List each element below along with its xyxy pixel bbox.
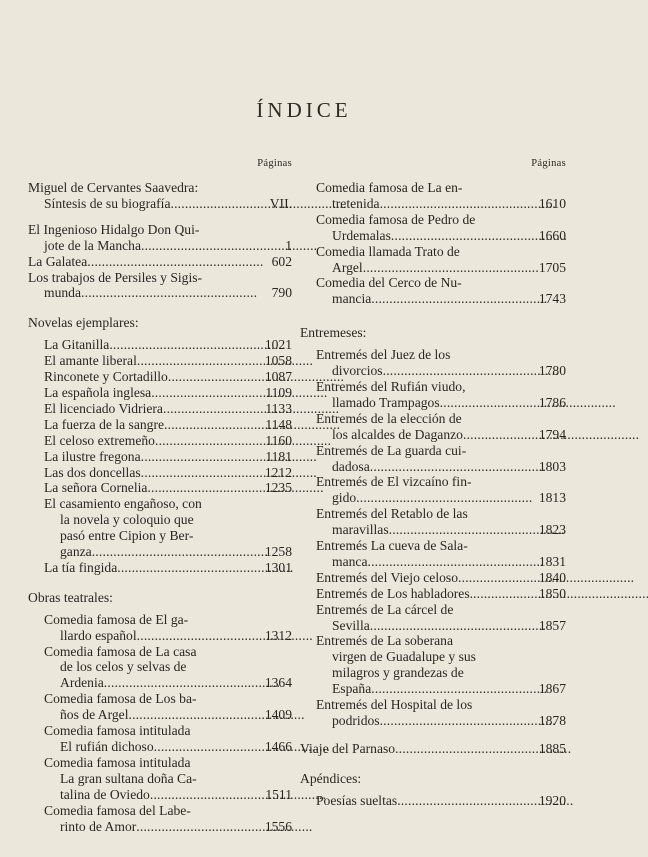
entry-text: Rinconete y Cortadillo <box>44 369 168 385</box>
toc-entry <box>316 697 566 729</box>
entry-text: Entremés del Juez de los <box>316 347 451 363</box>
page-number: 1148 <box>265 416 292 432</box>
toc-entry <box>44 691 292 723</box>
toc-entry <box>316 474 566 506</box>
entry-text: Entremés de La cárcel de <box>316 601 454 617</box>
page-number: 1794 <box>538 426 566 442</box>
dot-leader <box>151 385 260 401</box>
page-number: 1511 <box>265 786 292 802</box>
right-column <box>300 156 566 809</box>
entry-text: Viaje del Parnaso <box>300 740 396 756</box>
page-number: 1831 <box>538 553 566 569</box>
dot-leader <box>154 739 260 755</box>
dot-leader <box>367 554 534 570</box>
entry-text: Ardenia <box>60 675 104 691</box>
toc-entry <box>316 347 566 379</box>
toc-entry <box>316 180 566 212</box>
dot-leader <box>397 793 534 809</box>
page-number: 1660 <box>538 227 566 243</box>
toc-entry <box>316 244 566 276</box>
toc-entry <box>316 538 566 570</box>
dot-leader <box>463 427 534 443</box>
toc-entry <box>44 755 292 803</box>
entry-text: La Galatea <box>28 253 88 269</box>
entry-text: ganza <box>60 544 92 560</box>
dot-leader <box>109 337 260 353</box>
toc-entry <box>44 433 292 449</box>
toc-entry <box>316 633 566 697</box>
dot-leader <box>370 618 534 634</box>
toc-entry <box>44 612 292 644</box>
toc-entry <box>28 180 292 212</box>
dot-leader <box>81 285 260 301</box>
entry-text: Urdemalas <box>332 227 391 243</box>
entry-text: tretenida <box>332 195 380 211</box>
entry-text: Comedia famosa de Los ba- <box>44 691 197 707</box>
page-number: 790 <box>271 285 292 301</box>
toc-entry <box>316 570 566 586</box>
dot-leader <box>363 260 534 276</box>
entremeses-list <box>300 347 566 729</box>
novelas-list <box>28 337 292 576</box>
dot-leader <box>391 228 534 244</box>
dot-leader <box>168 369 260 385</box>
page-number: 1867 <box>538 681 566 697</box>
entry-text: los alcaldes de Daganzo <box>332 426 463 442</box>
entry-text: ños de Argel <box>60 707 129 723</box>
main-works-list <box>28 180 292 301</box>
dot-leader <box>440 395 534 411</box>
page-number: VII. <box>269 195 292 211</box>
page-number: 1109 <box>265 384 292 400</box>
entry-text: Los trabajos de Persiles y Sigis- <box>28 269 203 285</box>
dot-leader <box>155 433 260 449</box>
entry-text: La fuerza de la sangre <box>44 416 165 432</box>
toc-entry <box>28 222 292 254</box>
entry-text: maravillas <box>332 522 389 538</box>
toc-entry <box>44 417 292 433</box>
entry-text: virgen de Guadalupe y sus <box>332 649 476 665</box>
dot-leader <box>380 196 534 212</box>
dot-leader <box>92 544 260 560</box>
entry-text: El licenciado Vidriera <box>44 400 163 416</box>
toc-entry <box>28 270 292 302</box>
entry-text: rinto de Amor <box>60 818 137 834</box>
entry-text: La señora Cornelia <box>44 480 148 496</box>
page-number: 1813 <box>538 490 566 506</box>
entry-text: Miguel de Cervantes Saavedra: <box>28 180 199 195</box>
obras-list <box>28 612 292 835</box>
page-number: 1058 <box>264 353 292 369</box>
entry-text: llardo español <box>60 627 137 643</box>
entry-text: jote de la Mancha <box>44 237 142 253</box>
toc-entry <box>44 803 292 835</box>
dot-leader <box>141 238 260 254</box>
page-number: 1556 <box>264 818 292 834</box>
entry-text: Entremés de La soberana <box>316 633 454 649</box>
entry-text: Comedia famosa del Labe- <box>44 802 191 818</box>
dot-leader <box>87 254 260 270</box>
toc-entry <box>316 602 566 634</box>
page-number: 1878 <box>538 713 566 728</box>
toc-entry <box>44 723 292 755</box>
page-number: 1160 <box>265 432 292 448</box>
page-number: 1850 <box>538 585 566 601</box>
page-number: 1181 <box>265 448 292 464</box>
entry-text: Comedia famosa de El ga- <box>44 611 189 627</box>
comedias-list <box>300 180 566 307</box>
page-number: 1705 <box>538 259 566 275</box>
entry-text: Entremés de El vizcaíno fin- <box>316 474 472 490</box>
page-number: 1087 <box>264 369 292 385</box>
page-title: ÍNDICE <box>256 98 352 122</box>
toc-entry <box>316 506 566 538</box>
page-number: 1885 <box>538 740 566 756</box>
page-number: 1857 <box>538 617 566 633</box>
entry-text: Comedia del Cerco de Nu- <box>316 275 462 291</box>
entry-text: munda <box>44 285 81 301</box>
entry-text: Entremés del Hospital de los <box>316 697 473 713</box>
page-number: 1610 <box>538 195 566 211</box>
dot-leader <box>389 522 534 538</box>
viaje-entry <box>300 741 566 757</box>
toc-entry <box>44 644 292 692</box>
entry-text: Entremés de La guarda cui- <box>316 442 467 458</box>
entry-text: La Gitanilla <box>44 337 110 353</box>
entry-text: de los celos y selvas de <box>60 659 187 675</box>
entry-text: la novela y coloquio que <box>60 512 194 528</box>
dot-leader <box>371 681 534 697</box>
page-number: 1780 <box>538 363 566 379</box>
dot-leader <box>147 480 260 496</box>
section-heading-novelas: Novelas ejemplares: <box>28 315 139 331</box>
entry-text: Entremés de la elección de <box>316 410 462 426</box>
dot-leader <box>117 560 260 576</box>
toc-entry <box>316 275 566 307</box>
entry-text: España <box>332 681 372 697</box>
page-number: 1021 <box>264 337 292 353</box>
toc-entry <box>28 254 292 270</box>
entry-text: talina de Oviedo <box>60 786 150 802</box>
page-number: 1466 <box>264 739 292 754</box>
toc-entry <box>44 480 292 496</box>
page-number: 1212 <box>264 464 292 480</box>
toc-entry <box>44 385 292 401</box>
dot-leader <box>137 353 260 369</box>
entry-text: Comedia famosa intitulada <box>44 754 191 770</box>
page-number: 1840 <box>538 569 566 585</box>
entry-text: Síntesis de su biografía <box>44 195 171 211</box>
toc-entry <box>316 793 566 809</box>
page-number: 1 <box>285 237 292 253</box>
entry-text: El celoso extremeño <box>44 432 155 448</box>
entry-text: gido <box>332 490 357 506</box>
dot-leader <box>137 628 260 644</box>
dot-leader <box>356 490 534 506</box>
entry-text: Entremés de Los habladores. <box>316 585 474 601</box>
page-number: 602 <box>271 253 292 269</box>
dot-leader <box>163 401 260 417</box>
toc-entry <box>44 337 292 353</box>
entry-text: Argel <box>332 259 363 275</box>
page-number: 1743 <box>538 291 566 307</box>
entry-text: Sevilla <box>332 617 370 633</box>
dot-leader <box>380 713 534 729</box>
dot-leader <box>128 707 260 723</box>
entry-text: Entremés del Rufián viudo, <box>316 378 466 394</box>
toc-entry <box>44 465 292 481</box>
entry-text: pasó entre Cipion y Ber- <box>60 528 194 544</box>
dot-leader <box>136 819 260 835</box>
entry-text: dadosa <box>332 458 370 474</box>
entry-text: La gran sultana doña Ca- <box>60 770 197 786</box>
toc-entry <box>316 379 566 411</box>
page-number: 1803 <box>538 458 566 474</box>
apendices-list <box>300 793 566 809</box>
entry-text: El rufián dichoso <box>60 739 154 754</box>
entry-text: podridos <box>332 713 380 728</box>
entry-text: llamado Trampagos <box>332 394 440 410</box>
left-column <box>28 156 292 834</box>
toc-entry <box>44 353 292 369</box>
entry-text: Comedia llamada Trato de <box>316 243 460 259</box>
dot-leader <box>473 586 534 602</box>
page-number: 1920 <box>538 792 566 808</box>
page-number: 1786 <box>538 394 566 410</box>
page-number: 1133 <box>265 400 292 416</box>
toc-entry <box>316 212 566 244</box>
dot-leader <box>141 449 260 465</box>
section-heading-entremeses: Entremeses: <box>300 325 367 341</box>
entry-text: Entremés La cueva de Sala- <box>316 538 468 554</box>
section-heading-apendices: Apéndices: <box>300 770 362 786</box>
section-heading-obras: Obras teatrales: <box>28 589 113 605</box>
toc-entry <box>300 741 566 757</box>
toc-entry <box>44 369 292 385</box>
entry-text: Entremés del Retablo de las <box>316 506 468 522</box>
entry-text: Comedia famosa de La en- <box>316 180 463 195</box>
dot-leader <box>150 787 260 803</box>
entry-text: Poesías sueltas <box>316 792 398 808</box>
pages-column-header: Páginas <box>531 158 566 169</box>
toc-entry <box>44 401 292 417</box>
page-number: 1364 <box>264 675 292 691</box>
toc-entry <box>44 560 292 576</box>
toc-entry <box>44 496 292 560</box>
entry-text: El amante liberal <box>44 353 137 369</box>
page-number: 1312 <box>264 627 292 643</box>
dot-leader <box>141 465 260 481</box>
toc-entry <box>316 411 566 443</box>
dot-leader <box>170 196 260 212</box>
entry-text: El Ingenioso Hidalgo Don Qui- <box>28 221 200 237</box>
dot-leader <box>371 291 534 307</box>
dot-leader <box>458 570 534 586</box>
entry-text: La tía fingida <box>44 559 118 575</box>
toc-entry <box>316 586 566 602</box>
toc-entry <box>44 449 292 465</box>
dot-leader <box>164 417 260 433</box>
page-number: 1258 <box>264 544 292 560</box>
entry-text: milagros y grandezas de <box>332 665 464 681</box>
entry-text: Comedia famosa de Pedro de <box>316 211 476 227</box>
entry-text: divorcios <box>332 363 383 379</box>
page-number: 1235 <box>264 480 292 496</box>
dot-leader <box>395 741 534 757</box>
page-number: 1823 <box>538 522 566 538</box>
pages-column-header: Páginas <box>257 158 292 169</box>
entry-text: La española inglesa <box>44 384 152 400</box>
dot-leader <box>370 459 534 475</box>
entry-text: manca <box>332 553 368 569</box>
entry-text: El casamiento engañoso, con <box>44 496 202 512</box>
entry-text: La ilustre fregona <box>44 448 141 464</box>
entry-text: Entremés del Viejo celoso <box>316 569 459 585</box>
page-number: 1409 <box>264 707 292 723</box>
entry-text: mancia <box>332 291 372 307</box>
entry-text: Las dos doncellas <box>44 464 141 480</box>
toc-entry <box>316 443 566 475</box>
dot-leader <box>104 675 260 691</box>
page-number: 1301 <box>264 559 292 575</box>
dot-leader <box>383 363 534 379</box>
entry-text: Comedia famosa intitulada <box>44 723 191 739</box>
entry-text: Comedia famosa de La casa <box>44 643 197 659</box>
